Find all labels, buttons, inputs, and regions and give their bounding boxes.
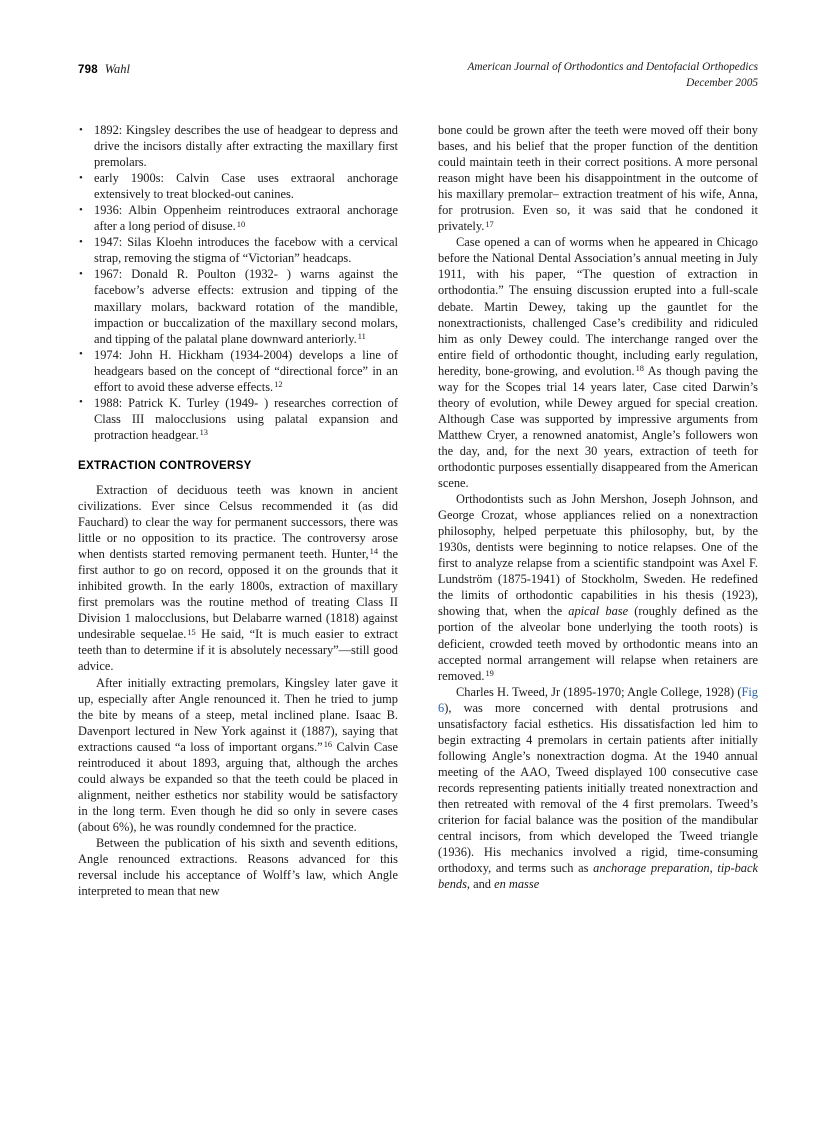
- timeline-item: [78, 347, 398, 395]
- emphasis-term: apical base: [568, 604, 629, 619]
- journal-title: American Journal of Orthodontics and Dentofacial Orthopedics: [467, 61, 758, 73]
- timeline-item-text: 1988: Patrick K. Turley (1949- ) researches correction of Class III malocclusions using palatal expansion and protraction headgear.: [94, 395, 398, 442]
- timeline-item-text: 1947: Silas Kloehn introduces the facebow with a cervical strap, removing the stigma of “Victorian” headcaps.: [94, 235, 398, 266]
- timeline-item: [78, 234, 398, 266]
- paragraph: Case opened a can of worms when he appeared in Chicago before the National Dental Association’s annual meeting in July 1911, with his paper, “The question of extraction in orthodontia.” The ensuing discussion erupted into a full-scale debate. Martin Dewey, taking up the gauntlet for the nonextractionists, challenged Case’s credibility and ridiculed him as only Dewey could. The interchange ranged over the entire field of orthodontic thought, including early regulation, heredity, bone-growing, and evolution.$^{18}$ As though paving the way for the Scopes trial 14 years later, Case cited Darwin’s theory of evolution, while Dewey argued for special creation. Although Case was supported by impressive arguments from Matthew Cryer, a renowned anatomist, Angle’s followers won the day, and, for the next 30 years, extraction of teeth for orthodontic purposes essentially disappeared from the American scene.: [438, 235, 758, 491]
- timeline-item: [78, 122, 398, 170]
- figure-link[interactable]: Fig 6: [438, 684, 758, 715]
- running-head-author: Wahl: [104, 62, 131, 76]
- timeline-item-text: 1974: John H. Hickham (1934-2004) develops a line of headgears based on the concept of “directional force” in an effort to avoid these adverse effects.: [94, 347, 398, 394]
- reference-superscript[interactable]: 18: [635, 363, 644, 373]
- paragraph: Between the publication of his sixth and seventh editions, Angle renounced extractions. Reasons advanced for this reversal include his acceptance of Wolff’s law, which Angle interpreted to mean that new: [78, 835, 398, 899]
- reference-superscript[interactable]: 17: [485, 219, 494, 229]
- reference-superscript[interactable]: 12: [274, 379, 283, 389]
- timeline-item-text: early 1900s: Calvin Case uses extraoral anchorage extensively to treat blocked-out canines.: [94, 171, 398, 202]
- timeline-item-text: 1936: Albin Oppenheim reintroduces extraoral anchorage after a long period of disuse.: [94, 203, 398, 234]
- issue-date: December 2005: [686, 76, 758, 89]
- paragraph: After initially extracting premolars, Kingsley later gave it up, especially after Angle renounced it. Then he tried to jump the bite by means of a steep, metal inclined plane. Isaac B. Davenport lectured in New York against it (1887), saying that extractions caused “a loss of important organs.”$^{16}$ Calvin Case reintroduced it about 1893, arguing that, although the arches could always be expanded so that the teeth could be placed in alignment, neither esthetics nor stability would be satisfactory in the long term. Even though he did so only in severe cases (about 6%), he was roundly condemned for the practice.: [78, 675, 398, 834]
- reference-superscript[interactable]: 11: [357, 331, 366, 341]
- running-head-right: [467, 60, 758, 91]
- reference-superscript[interactable]: 16: [323, 739, 333, 749]
- paragraph: bone could be grown after the teeth were moved off their bony bases, and his belief that the proper function of the dentition could maintain teeth in their correct positions. A more personal reason might have been his disappointment in the outcome of his maxillary premolar– extraction treatment of his wife, Anna, for protrusion. Even so, it was said that he condoned it privately.$^{17}$: [438, 123, 758, 234]
- timeline-item-text: 1892: Kingsley describes the use of headgear to depress and drive the incisors distally after extracting the maxillary first premolars.: [94, 123, 398, 170]
- right-column: [438, 122, 758, 1072]
- reference-superscript[interactable]: 10: [236, 219, 246, 229]
- headgear-timeline-list: [78, 122, 398, 443]
- emphasis-term: en masse: [494, 877, 540, 892]
- right-column-paragraphs: [438, 122, 758, 892]
- reference-superscript[interactable]: 15: [187, 627, 196, 637]
- paragraph: Extraction of deciduous teeth was known in ancient civilizations. Ever since Celsus recommended it (as did Fauchard) to clear the way for permanent successors, there was little or no opposition to its practice. The controversy arose when dentists started removing permanent teeth. Hunter,$^{14}$ the first author to go on record, opposed it on the grounds that it inhibited growth. In the early 1800s, extraction of maxillary first premolars was the routine method of treating Class II Division 1 malocclusions, but Delabarre warned (1818) against undesirable sequelae.$^{15}$ He said, “It is much easier to extract teeth than to determine if it is absolutely necessary”—still good advice.: [78, 482, 398, 674]
- emphasis-term: tip-back bends: [438, 861, 758, 892]
- page-number: 798: [78, 64, 98, 76]
- reference-superscript[interactable]: 13: [199, 428, 208, 438]
- running-head-left: [78, 60, 130, 78]
- timeline-item: [78, 202, 398, 234]
- spacer: [78, 473, 398, 482]
- reference-superscript[interactable]: 14: [369, 547, 379, 557]
- spacer: [78, 443, 398, 459]
- left-column: [78, 122, 398, 1072]
- paragraph: Charles H. Tweed, Jr (1895-1970; Angle College, 1928) (Fig 6), was more concerned with dental protrusions and unsatisfactory facial esthetics. His dissatisfaction led him to begin extracting 4 premolars in certain patients after initially following Angle’s nonextraction dogma. At the 1940 annual meeting of the AAO, Tweed displayed 100 consecutive case records representing patients initially treated nonextraction and then retreated with removal of the 4 first premolars. Tweed’s criterion for facial balance was the position of the mandibular central incisors, from which developed the Tweed triangle (1936). His mechanics involved a rigid, time-consuming orthodoxy, and terms such as anchorage preparation, tip-back bends, and en masse: [438, 684, 758, 892]
- section-heading: EXTRACTION CONTROVERSY: [78, 458, 252, 472]
- reference-superscript[interactable]: 19: [485, 668, 494, 678]
- emphasis-term: anchorage preparation: [593, 861, 710, 876]
- left-column-paragraphs: [78, 482, 398, 899]
- paragraph: Orthodontists such as John Mershon, Joseph Johnson, and George Crozat, whose appliances relied on a nonextraction philosophy, helped perpetuate this philosophy, but, by the 1930s, dentists were beginning to notice relapses. One of the first to analyze relapse from a scientific standpoint was Axel F. Lundström (1875-1941) of Stockholm, Sweden. He redefined the limits of orthodontic capabilities in his thesis (1923), showing that, when the apical base (roughly defined as the portion of the alveolar bone underlying the tooth roots) is deficient, crowded teeth moved by orthodontic means into an accepted normal arrangement will relapse when retainers are removed.$^{19}$: [438, 492, 758, 683]
- timeline-item-text: 1967: Donald R. Poulton (1932- ) warns against the facebow’s adverse effects: extrusion and tipping of the maxillary molars, backward rotation of the mandible, impaction or buccalization of the maxillary second molars, and tipping of the palatal plane downward anteriorly.: [94, 267, 398, 346]
- article-body: [78, 122, 758, 1072]
- running-head: [78, 60, 758, 100]
- timeline-item: [78, 266, 398, 346]
- timeline-item: [78, 170, 398, 202]
- timeline-item: [78, 395, 398, 443]
